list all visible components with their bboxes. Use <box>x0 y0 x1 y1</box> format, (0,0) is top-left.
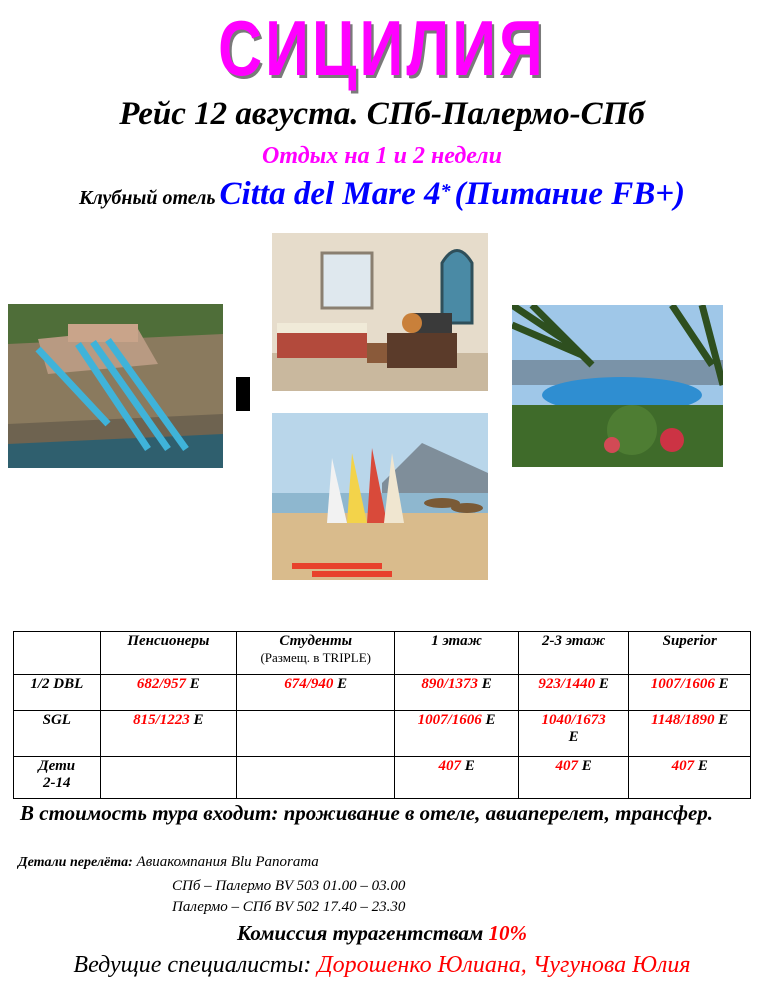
hotel-line <box>0 176 764 213</box>
page-title: СИЦИЛИЯ <box>218 4 546 92</box>
price-table <box>13 631 751 799</box>
price-cell <box>100 757 237 799</box>
flight-details-label: Детали перелёта: <box>18 855 133 870</box>
flight-line: Рейс 12 августа. СПб-Палермо-СПб <box>119 96 645 132</box>
airline: Авиакомпания Blu Panorama <box>136 854 319 870</box>
row-label: Дети 2-14 <box>14 757 101 799</box>
photo-hotel-room <box>272 233 488 391</box>
price-cell: 407 E <box>395 757 518 799</box>
price-cell: 1148/1890 E <box>629 711 751 757</box>
table-header-cell: Студенты (Размещ. в TRIPLE) <box>237 632 395 675</box>
included-services: В стоимость тура входит: проживание в отеле, авиаперелет, трансфер. <box>20 801 714 825</box>
table-row <box>14 675 751 711</box>
price-cell <box>237 757 395 799</box>
price-cell: 923/1440 E <box>518 675 629 711</box>
photo-beach <box>272 413 488 580</box>
price-cell: 407 E <box>629 757 751 799</box>
price-cell <box>237 711 395 757</box>
table-header-cell <box>14 632 101 675</box>
price-cell: 674/940 E <box>237 675 395 711</box>
hotel-star: * <box>440 180 451 203</box>
table-header-cell: 2-3 этаж <box>518 632 629 675</box>
hotel-board: (Питание FB+) <box>454 176 686 212</box>
experts-line <box>0 952 764 979</box>
table-row <box>14 757 751 799</box>
price-cell: 1040/1673 E <box>518 711 629 757</box>
experts-names: Дорошенко Юлиана, Чугунова Юлия <box>317 952 691 978</box>
hotel-name: Citta del Mare 4 <box>219 176 441 212</box>
photo-pool <box>512 305 723 467</box>
commission-value: 10% <box>488 921 528 945</box>
price-cell: 1007/1606 E <box>629 675 751 711</box>
route-return: Палермо – СПб BV 502 17.40 – 23.30 <box>172 899 406 915</box>
price-cell: 890/1373 E <box>395 675 518 711</box>
photo-water-slides <box>8 304 223 468</box>
table-header-cell: Пенсионеры <box>100 632 237 675</box>
table-header-row <box>14 632 751 675</box>
price-cell: 407 E <box>518 757 629 799</box>
table-header-cell: 1 этаж <box>395 632 518 675</box>
flight-details <box>18 852 319 873</box>
table-row <box>14 711 751 757</box>
row-label: SGL <box>14 711 101 757</box>
price-cell: 815/1223 E <box>100 711 237 757</box>
table-header-cell: Superior <box>629 632 751 675</box>
hotel-prefix: Клубный отель <box>78 187 216 209</box>
rest-duration-line: Отдых на 1 и 2 недели <box>262 143 502 169</box>
students-note: (Размещ. в TRIPLE) <box>260 650 371 665</box>
commission-text: Комиссия турагентствам <box>236 921 484 945</box>
experts-label: Ведущие специалисты: <box>73 952 312 978</box>
separator-mark <box>236 377 250 411</box>
price-cell: 1007/1606 E <box>395 711 518 757</box>
row-label: 1/2 DBL <box>14 675 101 711</box>
route-outbound: СПб – Палермо BV 503 01.00 – 03.00 <box>172 878 406 894</box>
commission-line <box>0 921 764 946</box>
price-cell: 682/957 E <box>100 675 237 711</box>
